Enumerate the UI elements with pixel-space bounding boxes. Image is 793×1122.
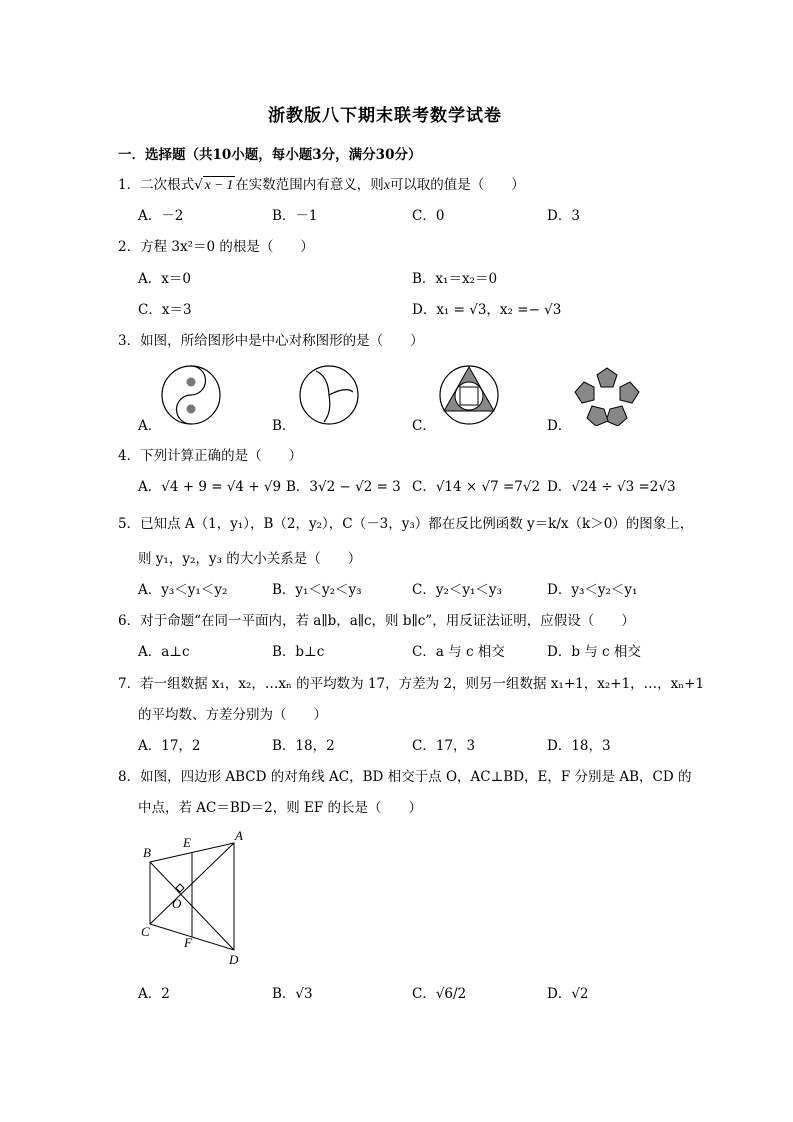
q5-option-d: D．y₃＜y₂＜y₁ [547, 582, 638, 598]
quadrilateral-figure [136, 826, 256, 971]
q2-option-d: D．x₁ = √3，x₂ =− √3 [412, 302, 562, 318]
question-7-line2: 的平均数、方差分别为（ ） [138, 707, 327, 723]
page-title: 浙教版八下期末联考数学试卷 [268, 106, 502, 126]
q6-option-d: D．b 与 c 相交 [547, 644, 641, 660]
question-8: 8．如图，四边形 ABCD 的对角线 AC，BD 相交于点 O，AC⊥BD，E，F 分别是 AB，CD 的 [118, 769, 692, 785]
q4-option-a: A．√4 + 9 = √4 + √9 [138, 479, 282, 495]
question-7: 7．若一组数据 x₁，x₂，…xₙ 的平均数为 17，方差为 2，则另一组数据 x₁+1，x₂+1，…，xₙ+1 [118, 676, 705, 692]
question-8-line2: 中点，若 AC＝BD＝2，则 EF 的长是（ ） [138, 800, 423, 816]
q6-option-a: A．a⊥c [138, 644, 190, 660]
question-1: 1．二次根式√ x − 1 在实数范围内有意义，则x可以取的值是（ ） [118, 177, 525, 193]
q5-option-b: B．y₁＜y₂＜y₃ [272, 582, 362, 598]
q6-option-b: B．b⊥c [272, 644, 325, 660]
triskelion-figure [298, 364, 360, 426]
q3-option-a: A． [138, 418, 162, 434]
q2-option-a: A．x＝0 [138, 271, 191, 287]
q5-option-c: C．y₂＜y₁＜y₃ [412, 582, 502, 598]
q2-option-b: B．x₁＝x₂＝0 [412, 271, 498, 287]
q8-option-b: B．√3 [272, 986, 313, 1002]
q8-option-a: A．2 [138, 986, 170, 1002]
yin-yang-figure [160, 364, 222, 426]
question-2: 2．方程 3x²＝0 的根是（ ） [118, 239, 314, 255]
question-5-line2: 则 y₁，y₂，y₃ 的大小关系是（ ） [138, 551, 362, 567]
q5-option-a: A．y₃＜y₁＜y₂ [138, 582, 228, 598]
question-6: 6．对于命题“在同一平面内，若 a∥b，a∥c，则 b∥c”，用反证法证明，应假设（ ） [118, 613, 635, 629]
q7-option-d: D．18，3 [547, 738, 611, 754]
q4-option-b: B．3√2 − √2 = 3 [286, 479, 401, 495]
q1-option-a: A．－2 [138, 208, 184, 224]
circle-triangle-square-figure [438, 364, 500, 426]
q2-option-c: C．x＝3 [138, 302, 192, 318]
label-b: B [143, 845, 151, 860]
question-5: 5．已知点 A（1，y₁），B（2，y₂），C（－3，y₃）都在反比例函数 y＝k/x（k＞0）的图象上， [118, 516, 694, 532]
label-o: O [172, 896, 182, 911]
label-e: E [183, 835, 191, 850]
q1-option-b: B．－1 [272, 208, 318, 224]
q7-option-c: C．17，3 [412, 738, 476, 754]
question-4: 4．下列计算正确的是（ ） [118, 448, 303, 464]
q3-option-c: C． [412, 418, 436, 434]
q1-option-d: D．3 [547, 208, 580, 224]
q8-option-d: D．√2 [547, 986, 589, 1002]
pentagons-figure [574, 364, 640, 426]
q3-option-b: B． [272, 418, 296, 434]
q4-option-d: D．√24 ÷ √3 =2√3 [547, 479, 676, 495]
label-a: A [235, 828, 243, 843]
label-f: F [184, 935, 192, 950]
q1-option-c: C．0 [412, 208, 445, 224]
question-3: 3．如图，所给图形中是中心对称图形的是（ ） [118, 333, 424, 349]
q3-option-d: D． [547, 418, 572, 434]
q8-option-c: C．√6/2 [412, 986, 467, 1002]
label-c: C [141, 924, 150, 939]
q7-option-b: B．18，2 [272, 738, 335, 754]
q7-option-a: A．17，2 [138, 738, 201, 754]
section-heading: 一．选择题（共10小题，每小题3分，满分30分） [118, 147, 422, 163]
q4-option-c: C．√14 × √7 =7√2 [412, 479, 541, 495]
label-d: D [229, 952, 239, 967]
q6-option-c: C．a 与 c 相交 [412, 644, 505, 660]
